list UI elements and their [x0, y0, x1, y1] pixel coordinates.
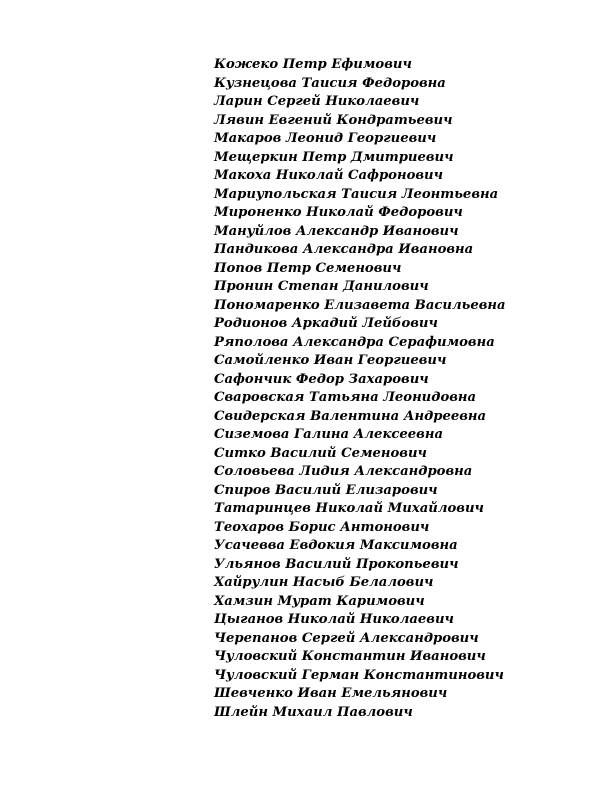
- list-item: Ситко Василий Семенович: [214, 445, 427, 461]
- list-item: Ларин Сергей Николаевич: [214, 94, 420, 109]
- list-item: Сваровская Татьяна Леонидовна: [214, 390, 477, 405]
- list-item: Самойленко Иван Георгиевич: [214, 353, 447, 368]
- list-item: Соловьева Лидия Александровна: [214, 464, 473, 479]
- list-item: Кожеко Петр Ефимович: [214, 57, 412, 72]
- list-item: Пронин Степан Данилович: [214, 279, 429, 294]
- list-item: Усачевва Евдокия Максимовна: [214, 538, 458, 553]
- list-item: Мироненко Николай Федорович: [214, 205, 463, 220]
- list-item: Макаров Леонид Георгиевич: [214, 131, 437, 146]
- list-item: Ульянов Василий Прокопьевич: [214, 556, 459, 572]
- list-item: Мещеркин Петр Дмитриевич: [214, 149, 454, 165]
- list-item: Татаринцев Николай Михайлович: [214, 501, 484, 516]
- list-item: Хамзин Мурат Каримович: [214, 593, 425, 609]
- list-item: Сафончик Федор Захарович: [214, 371, 429, 387]
- list-item: Пономаренко Елизавета Васильевна: [214, 297, 506, 313]
- name-list: [214, 56, 506, 722]
- list-item: Чуловский Константин Иванович: [214, 649, 486, 664]
- list-item: Кузнецова Таисия Федоровна: [214, 75, 446, 91]
- list-item: Свидерская Валентина Андреевна: [214, 408, 487, 424]
- list-item: Попов Петр Семенович: [214, 260, 402, 276]
- list-item: Мануйлов Александр Иванович: [214, 223, 459, 239]
- list-item: Мариупольская Таисия Леонтьевна: [214, 186, 499, 202]
- list-item: Лявин Евгений Кондратьевич: [214, 112, 453, 128]
- list-item: Спиров Василий Елизарович: [214, 482, 438, 498]
- list-item: Пандикова Александра Ивановна: [214, 242, 474, 257]
- list-item: Чуловский Герман Константинович: [214, 667, 504, 683]
- list-item: Шлейн Михаил Павлович: [214, 704, 413, 720]
- list-item: Цыганов Николай Николаевич: [214, 612, 454, 627]
- list-item: Теохаров Борис Антонович: [214, 519, 430, 535]
- list-item: Родионов Аркадий Лейбович: [214, 316, 438, 331]
- list-item: Сиземова Галина Алексеевна: [214, 427, 443, 442]
- list-item: Ряполова Александра Серафимовна: [214, 334, 495, 350]
- list-item: Шевченко Иван Емельянович: [214, 686, 448, 701]
- list-item: Хайрулин Насыб Белалович: [214, 575, 434, 590]
- list-item: Макоха Николай Сафронович: [214, 168, 444, 183]
- list-item: Черепанов Сергей Александрович: [214, 630, 479, 646]
